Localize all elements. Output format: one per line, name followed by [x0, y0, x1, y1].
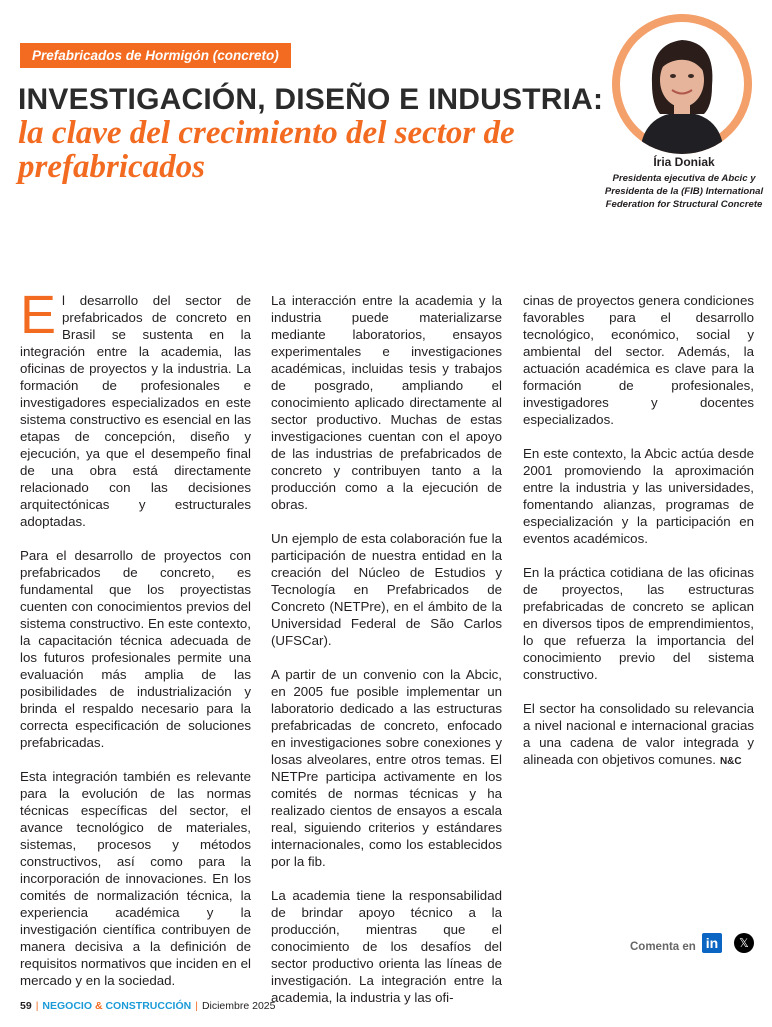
page-number: 59: [20, 1000, 32, 1012]
paragraph: cinas de proyectos genera condiciones favorables para el desarrollo tecnológico, económico, social y ambiental del sector. Además, la actuación académica es clave para la formación de profesionales, investigadores y docentes especializados.: [523, 293, 754, 427]
article-column-2: [271, 292, 502, 1023]
publication-name: NEGOCIO & CONSTRUCCIÓN: [42, 1000, 192, 1012]
author-name: Íria Doniak: [653, 155, 715, 169]
author-role: Presidenta ejecutiva de Abcic y Presidenta de la (FIB) International Federation for Structural Concrete: [604, 173, 764, 210]
author-photo: [612, 14, 752, 154]
x-twitter-icon[interactable]: 𝕏: [734, 933, 754, 953]
paragraph: En la práctica cotidiana de las oficinas de proyectos, las estructuras prefabricadas de concreto se aplican en diversos tipos de emprendimientos, lo que refuerza la importancia del conocimiento previo del sistema constructivo.: [523, 565, 754, 682]
article-column-3: [523, 292, 754, 787]
author-portrait-illustration: [612, 14, 752, 154]
paragraph: Esta integración también es relevante para la evolución de las normas técnicas específicas del sector, el avance tecnológico de materiales, sistemas, procesos y métodos constructivos, así como para la incorporación de innovaciones. En los comités de normalización técnica, la experiencia académica y la investigación científica contribuyen de manera decisiva a la definición de requisitos normativos que inciden en el mercado y en la sociedad.: [20, 769, 251, 988]
footer-divider: |: [35, 1000, 39, 1012]
paragraph: La academia tiene la responsabilidad de brindar apoyo técnico a la producción, mientras que el conocimiento de los desafíos del sector productivo orienta las líneas de investigación. La integración entre la academia, la industria y las ofi-: [271, 888, 502, 1005]
publication-signature: N&C: [719, 756, 742, 767]
footer-divider: |: [195, 1000, 198, 1012]
drop-cap: E: [20, 285, 57, 345]
page-footer: [20, 999, 275, 1013]
issue-date: Diciembre 2025: [201, 1000, 276, 1012]
comment-label: Comenta en: [630, 941, 696, 953]
paragraph: La interacción entre la academia y la industria puede materializarse mediante laboratorios, ensayos experimentales e investigaciones académicas, incluidas tesis y trabajos de posgrado, ampliando el conocimiento aplicado directamente al sector productivo. Muchas de estas investigaciones cuentan con el apoyo de las industrias de prefabricados de concreto y contribuyen tanto a la producción como a la ejecución de obras.: [271, 293, 502, 512]
linkedin-icon[interactable]: in: [702, 933, 722, 953]
paragraph: En este contexto, la Abcic actúa desde 2001 promoviendo la aproximación entre la industria y las universidades, fomentando alianzas, programas de especialización y la participación en eventos académicos.: [523, 446, 754, 546]
paragraph: El sector ha consolidado su relevancia a nivel nacional e internacional gracias a una cadena de valor integrada y alineada con objetivos comunes. N&C: [523, 701, 754, 767]
paragraph: A partir de un convenio con la Abcic, en 2005 fue posible implementar un laboratorio dedicado a las estructuras prefabricadas de concreto, enfocado en investigaciones sobre conexiones y losas alveolares, entre otros temas. El NETPre participa activamente en los comités de normas técnicas y ha realizado cientos de ensayos a escala real, siguiendo criterios y estándares internacionales, como los establecidos por la fib.: [271, 667, 502, 869]
paragraph: Para el desarrollo de proyectos con prefabricados de concreto, es fundamental que los proyectistas cuenten con conocimientos previos del sistema constructivo. En este contexto, la capacitación técnica adecuada de los futuros profesionales permite una evaluación más amplia de las posibilidades de industrialización y brinda el respaldo necesario para la correcta especificación de soluciones prefabricadas.: [20, 548, 251, 750]
title-line-1: INVESTIGACIÓN, DISEÑO E INDUSTRIA:: [18, 83, 604, 116]
title-line-2: la clave del crecimiento del sector de prefabricados: [18, 115, 515, 185]
paragraph: El desarrollo del sector de prefabricados de concreto en Brasil se sustenta en la integración entre la academia, las oficinas de proyectos y la industria. La formación de profesionales e investigadores especializados en este sistema constructivo es esencial en las etapas de concepción, diseño y ejecución, ya que el desempeño final de una obra está directamente relacionado con las decisiones arquitectónicas y estructurales adoptadas.: [20, 285, 251, 529]
section-tag: Prefabricados de Hormigón (concreto): [20, 43, 291, 68]
article-body: [20, 285, 757, 1005]
article-column-1: [20, 285, 251, 1006]
paragraph: Un ejemplo de esta colaboración fue la participación de nuestra entidad en la creación del Núcleo de Estudios y Tecnología en Prefabricados de Concreto (NETPre), en el ámbito de la Universidad Federal de São Carlos (UFSCar).: [271, 531, 502, 648]
